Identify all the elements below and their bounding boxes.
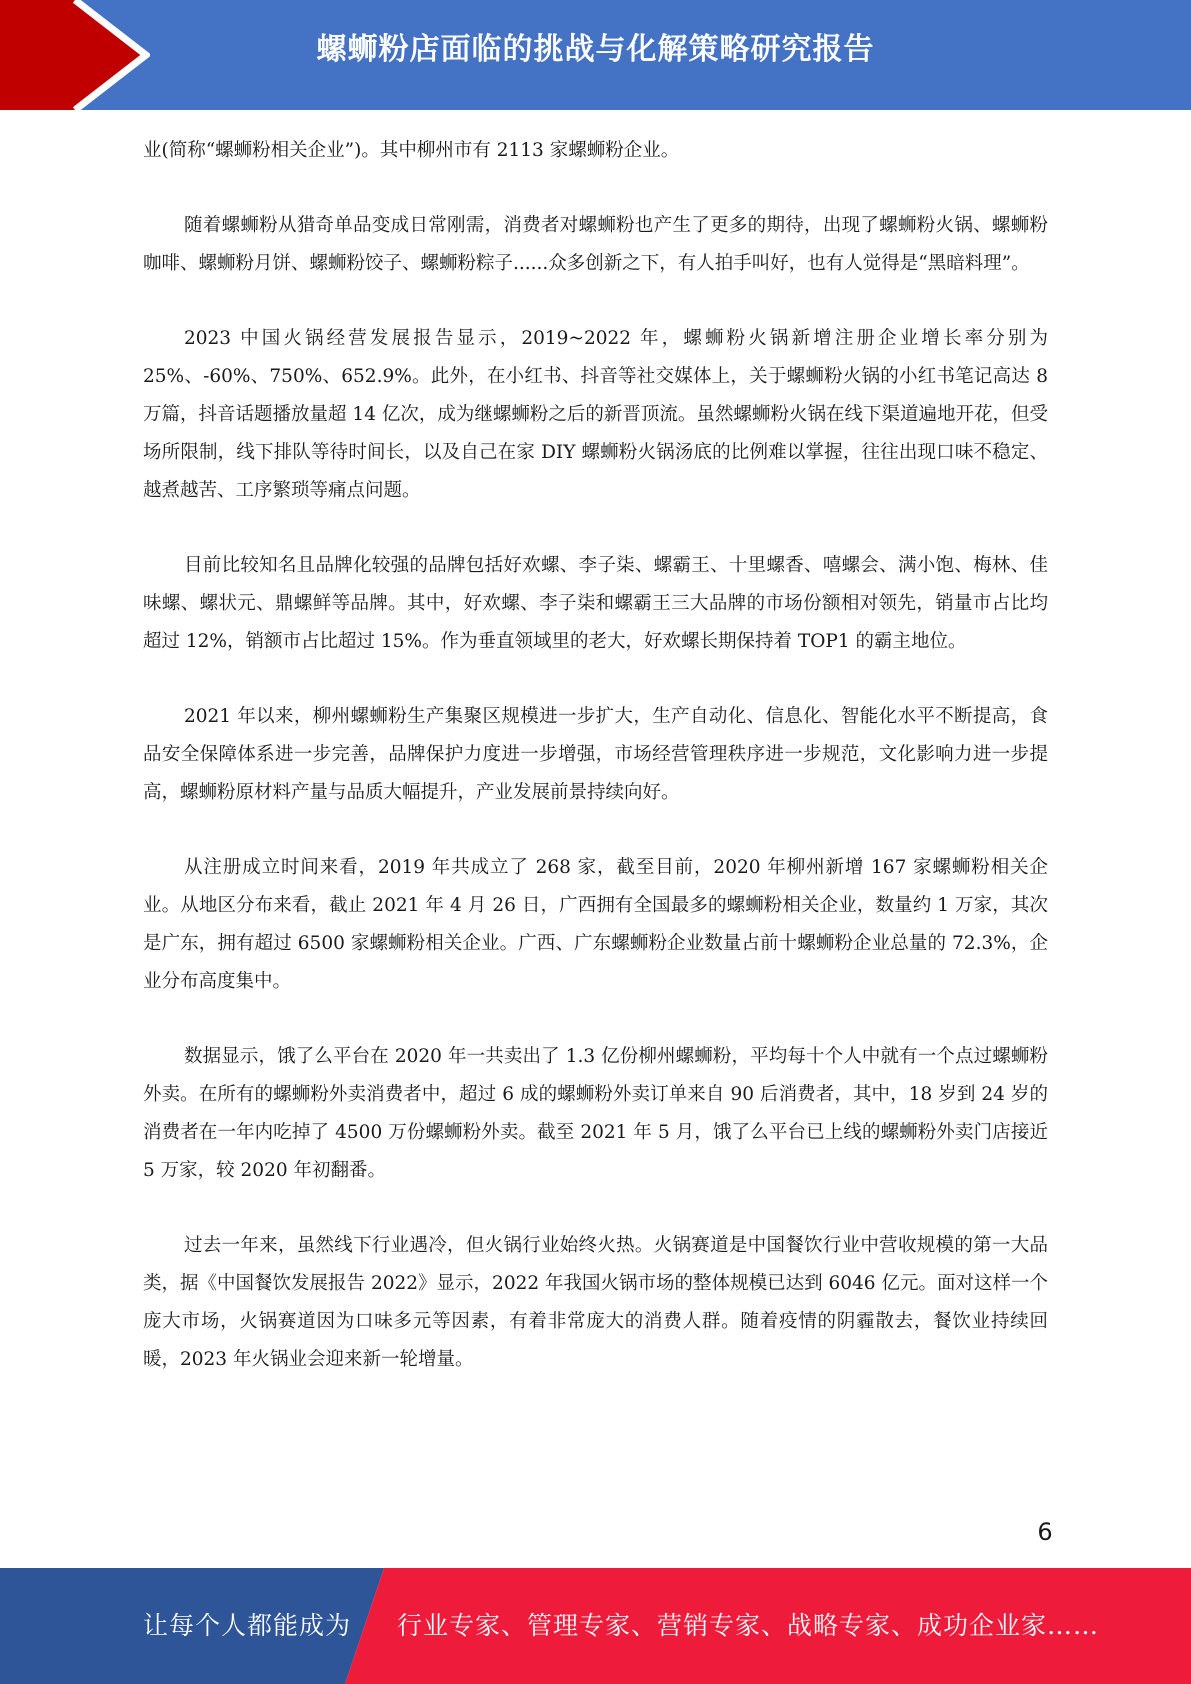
page-header <box>0 0 1191 110</box>
page-footer <box>0 1568 1191 1684</box>
paragraph-hotpot-market: 过去一年来，虽然线下行业遇冷，但火锅行业始终火热。火锅赛道是中国餐饮行业中营收规模的第一大品类，据《中国餐饮发展报告 2022》显示，2022 年我国火锅市场的整体规模已达到 6046 亿元。面对这样一个庞大市场，火锅赛道因为口味多元等因素，有着非常庞大的消费人群。随着疫情的阴霾散去，餐饮业持续回暖，2023 年火锅业会迎来新一轮增量。 <box>143 1235 1048 1370</box>
header-arrow-icon <box>0 0 150 110</box>
report-body <box>143 132 1048 1416</box>
report-title: 螺蛳粉店面临的挑战与化解策略研究报告 <box>316 32 875 67</box>
paragraph-industry-cluster: 2021 年以来，柳州螺蛳粉生产集聚区规模进一步扩大，生产自动化、信息化、智能化水平不断提高，食品安全保障体系进一步完善，品牌保护力度进一步增强，市场经营管理秩序进一步规范，文化影响力进一步提高，螺蛳粉原材料产量与品质大幅提升，产业发展前景持续向好。 <box>143 706 1048 803</box>
paragraph-continuation: 业(简称“螺蛳粉相关企业”)。其中柳州市有 2113 家螺蛳粉企业。 <box>143 140 680 161</box>
paragraph-registration: 从注册成立时间来看，2019 年共成立了 268 家，截至目前，2020 年柳州新增 167 家螺蛳粉相关企业。从地区分布来看，截止 2021 年 4 月 26 日，广西拥有全国最多的螺蛳粉相关企业，数量约 1 万家，其次是广东，拥有超过 6500 家螺蛳粉相关企业。广西、广东螺蛳粉企业数量占前十螺蛳粉企业总量的 72.3%，企业分布高度集中。 <box>143 857 1048 992</box>
paragraph-brands: 目前比较知名且品牌化较强的品牌包括好欢螺、李子柒、螺霸王、十里螺香、嘻螺会、满小饱、梅林、佳味螺、螺状元、鼎螺鲜等品牌。其中，好欢螺、李子柒和螺霸王三大品牌的市场份额相对领先，销量市占比均超过 12%，销额市占比超过 15%。作为垂直领域里的老大，好欢螺长期保持着 TOP1 的霸主地位。 <box>143 555 1048 652</box>
footer-slogan-left: 让每个人都能成为 <box>143 1611 352 1640</box>
paragraph-innovation: 随着螺蛳粉从猎奇单品变成日常刚需，消费者对螺蛳粉也产生了更多的期待，出现了螺蛳粉火锅、螺蛳粉咖啡、螺蛳粉月饼、螺蛳粉饺子、螺蛳粉粽子......众多创新之下，有人拍手叫好，也有人觉得是“黑暗料理”。 <box>143 215 1048 274</box>
footer-slogan-right: 行业专家、管理专家、营销专家、战略专家、成功企业家…… <box>397 1611 1100 1640</box>
page-number: 6 <box>1037 1518 1053 1546</box>
paragraph-delivery-data: 数据显示，饿了么平台在 2020 年一共卖出了 1.3 亿份柳州螺蛳粉，平均每十个人中就有一个点过螺蛳粉外卖。在所有的螺蛳粉外卖消费者中，超过 6 成的螺蛳粉外卖订单来自 90 后消费者，其中，18 岁到 24 岁的消费者在一年内吃掉了 4500 万份螺蛳粉外卖。截至 2021 年 5 月，饿了么平台已上线的螺蛳粉外卖门店接近 5 万家，较 2020 年初翻番。 <box>143 1046 1048 1181</box>
paragraph-hotpot-growth: 2023 中国火锅经营发展报告显示，2019~2022 年，螺蛳粉火锅新增注册企业增长率分别为 25%、-60%、750%、652.9%。此外，在小红书、抖音等社交媒体上，关于螺蛳粉火锅的小红书笔记高达 8 万篇，抖音话题播放量超 14 亿次，成为继螺蛳粉之后的新晋顶流。虽然螺蛳粉火锅在线下渠道遍地开花，但受场所限制，线下排队等待时间长，以及自己在家 DIY 螺蛳粉火锅汤底的比例难以掌握，往往出现口味不稳定、越煮越苦、工序繁琐等痛点问题。 <box>143 328 1048 501</box>
